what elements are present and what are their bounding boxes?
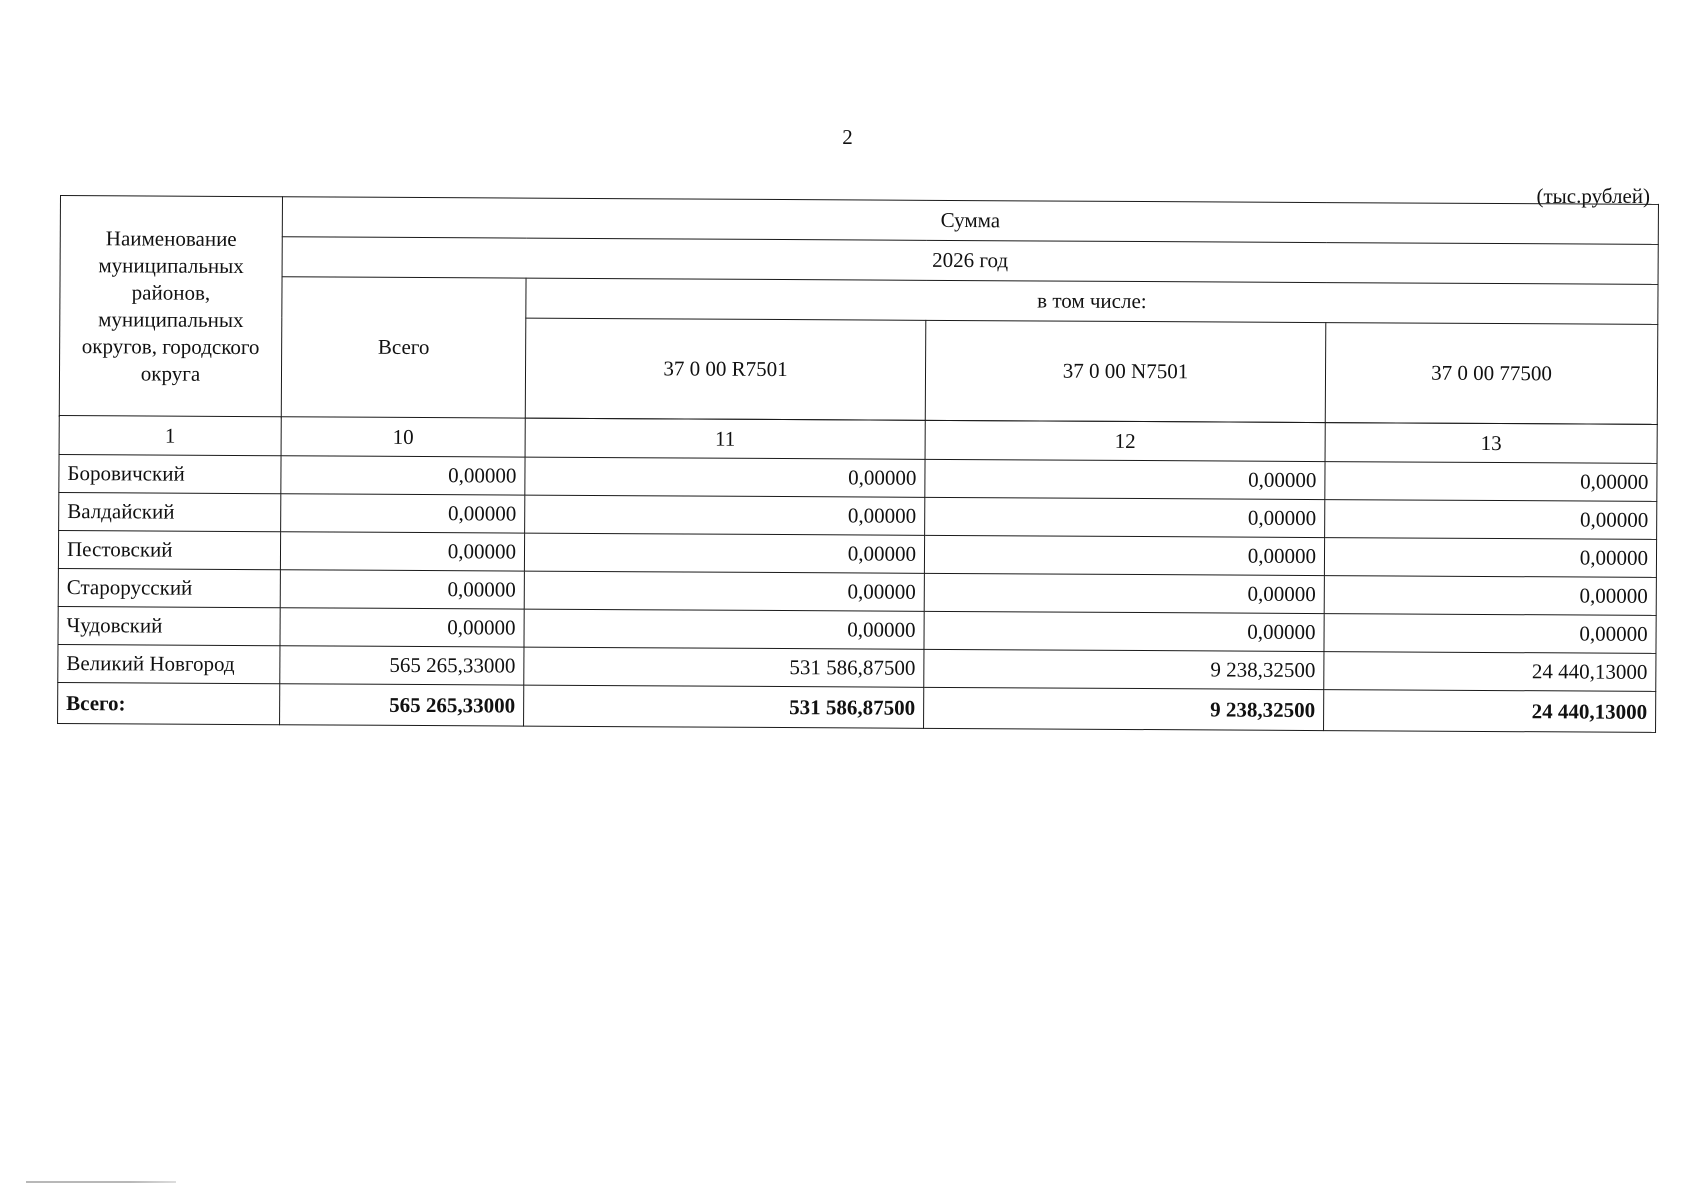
district-name: Пестовский [58,530,280,569]
77500-value: 0,00000 [1325,462,1657,502]
n7501-value: 9 238,32500 [924,649,1324,689]
column-number: 12 [925,420,1325,461]
r7501-value: 0,00000 [524,533,924,573]
column-number: 10 [281,417,525,457]
totals-n7501-value: 9 238,32500 [924,687,1324,730]
r7501-value: 0,00000 [525,457,925,497]
scan-artifact-line [26,1181,176,1183]
page-number: 2 [842,125,853,149]
header-year: 2026 год [282,237,1658,285]
header-code-77500: 37 0 00 77500 [1325,323,1658,425]
district-name: Великий Новгород [58,644,280,683]
header-including: в том числе: [526,278,1658,324]
totals-total-value: 565 265,33000 [280,684,524,726]
r7501-value: 0,00000 [524,571,924,611]
header-name-column: Наименование муниципальных районов, муниципальных округов, городского округа [59,196,282,417]
n7501-value: 0,00000 [925,459,1325,499]
total-value: 0,00000 [280,608,524,647]
r7501-value: 0,00000 [524,609,924,649]
header-sum: Сумма [282,197,1658,245]
district-name: Старорусский [58,568,280,607]
77500-value: 0,00000 [1325,500,1657,540]
header-code-r7501: 37 0 00 R7501 [525,318,926,420]
n7501-value: 0,00000 [924,535,1324,575]
totals-row [58,682,1656,732]
column-number: 1 [59,415,281,455]
77500-value: 0,00000 [1324,576,1656,616]
totals-r7501-value: 531 586,87500 [524,685,924,728]
total-value: 0,00000 [281,494,525,533]
column-number: 13 [1325,423,1657,464]
r7501-value: 0,00000 [525,495,925,535]
totals-label: Всего: [58,682,280,724]
r7501-value: 531 586,87500 [524,647,924,687]
district-name: Валдайский [59,492,281,531]
table-container [57,195,1658,733]
total-value: 0,00000 [281,456,525,495]
total-value: 0,00000 [280,570,524,609]
header-total: Всего [281,277,526,418]
units-label: (тыс.рублей) [1536,184,1650,208]
77500-value: 24 440,13000 [1324,652,1656,692]
totals-77500-value: 24 440,13000 [1324,690,1656,733]
77500-value: 0,00000 [1324,614,1656,654]
header-code-n7501: 37 0 00 N7501 [925,320,1326,422]
column-number: 11 [525,418,925,459]
header-row-including [60,276,1658,325]
district-name: Боровичский [59,454,281,493]
district-name: Чудовский [58,606,280,645]
n7501-value: 0,00000 [924,573,1324,613]
subsidy-table [57,195,1659,733]
n7501-value: 0,00000 [924,611,1324,651]
n7501-value: 0,00000 [925,497,1325,537]
total-value: 565 265,33000 [280,646,524,685]
total-value: 0,00000 [280,532,524,571]
77500-value: 0,00000 [1324,538,1656,578]
